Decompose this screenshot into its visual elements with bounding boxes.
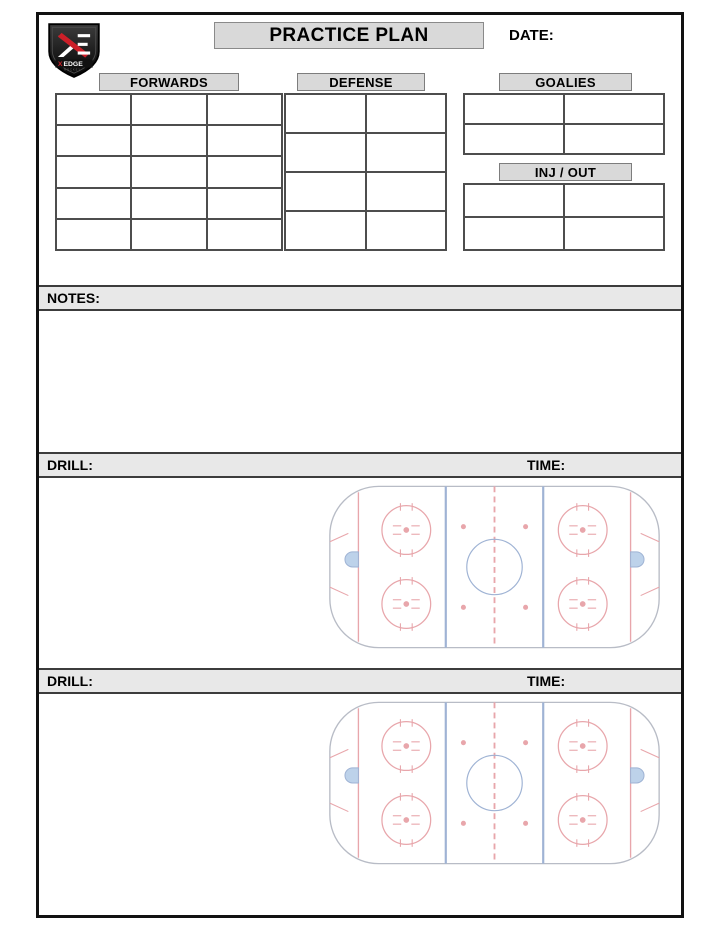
defense-grid[interactable] <box>284 93 447 251</box>
page-title-text: PRACTICE PLAN <box>269 24 429 46</box>
forwards-label: FORWARDS <box>99 73 239 91</box>
forwards-grid[interactable] <box>55 93 283 251</box>
hockey-rink-diagram[interactable] <box>322 483 667 651</box>
injured-out-grid[interactable] <box>463 183 665 251</box>
page-title <box>214 22 484 49</box>
svg-text:HOCKEY: HOCKEY <box>64 67 82 72</box>
drill-two-header <box>39 668 681 694</box>
roster-cell[interactable] <box>57 189 132 220</box>
notes-header <box>39 285 681 311</box>
roster-cell[interactable] <box>465 125 565 155</box>
roster-cell[interactable] <box>132 220 207 251</box>
svg-text:X: X <box>57 61 63 69</box>
roster-cell[interactable] <box>132 157 207 188</box>
roster-cell[interactable] <box>286 134 367 173</box>
roster-cell[interactable] <box>132 189 207 220</box>
roster-cell[interactable] <box>57 95 132 126</box>
roster-cell[interactable] <box>132 95 207 126</box>
roster-cell[interactable] <box>208 189 283 220</box>
notes-label: NOTES: <box>47 290 100 306</box>
roster-cell[interactable] <box>57 220 132 251</box>
drill-label[interactable]: DRILL: <box>47 673 93 689</box>
roster-cell[interactable] <box>208 95 283 126</box>
hockey-rink-diagram[interactable] <box>322 699 667 867</box>
roster-cell[interactable] <box>565 218 665 251</box>
roster-cell[interactable] <box>367 212 448 251</box>
roster-cell[interactable] <box>132 126 207 157</box>
roster-cell[interactable] <box>465 95 565 125</box>
page-header <box>39 15 681 73</box>
sheet-frame <box>36 12 684 918</box>
roster-cell[interactable] <box>208 126 283 157</box>
roster-cell[interactable] <box>465 185 565 218</box>
roster-cell[interactable] <box>57 126 132 157</box>
defense-label: DEFENSE <box>297 73 425 91</box>
time-label[interactable]: TIME: <box>527 457 566 473</box>
roster-cell[interactable] <box>367 173 448 212</box>
drill-label[interactable]: DRILL: <box>47 457 93 473</box>
roster-cell[interactable] <box>286 173 367 212</box>
time-label[interactable]: TIME: <box>527 673 566 689</box>
roster-cell[interactable] <box>208 220 283 251</box>
notes-writing-area[interactable] <box>39 311 681 452</box>
roster-cell[interactable] <box>565 185 665 218</box>
injured-out-label: INJ / OUT <box>499 163 632 181</box>
roster-cell[interactable] <box>286 95 367 134</box>
roster-cell[interactable] <box>565 125 665 155</box>
roster-cell[interactable] <box>565 95 665 125</box>
svg-text:EDGE: EDGE <box>63 61 83 69</box>
roster-cell[interactable] <box>367 95 448 134</box>
roster-cell[interactable] <box>367 134 448 173</box>
roster-cell[interactable] <box>57 157 132 188</box>
goalies-grid[interactable] <box>463 93 665 155</box>
drill-one-header <box>39 452 681 478</box>
roster-cell[interactable] <box>208 157 283 188</box>
goalies-label: GOALIES <box>499 73 632 91</box>
roster-cell[interactable] <box>286 212 367 251</box>
date-field-label[interactable]: DATE: <box>509 27 554 44</box>
roster-cell[interactable] <box>465 218 565 251</box>
x-edge-hockey-logo <box>43 18 105 80</box>
